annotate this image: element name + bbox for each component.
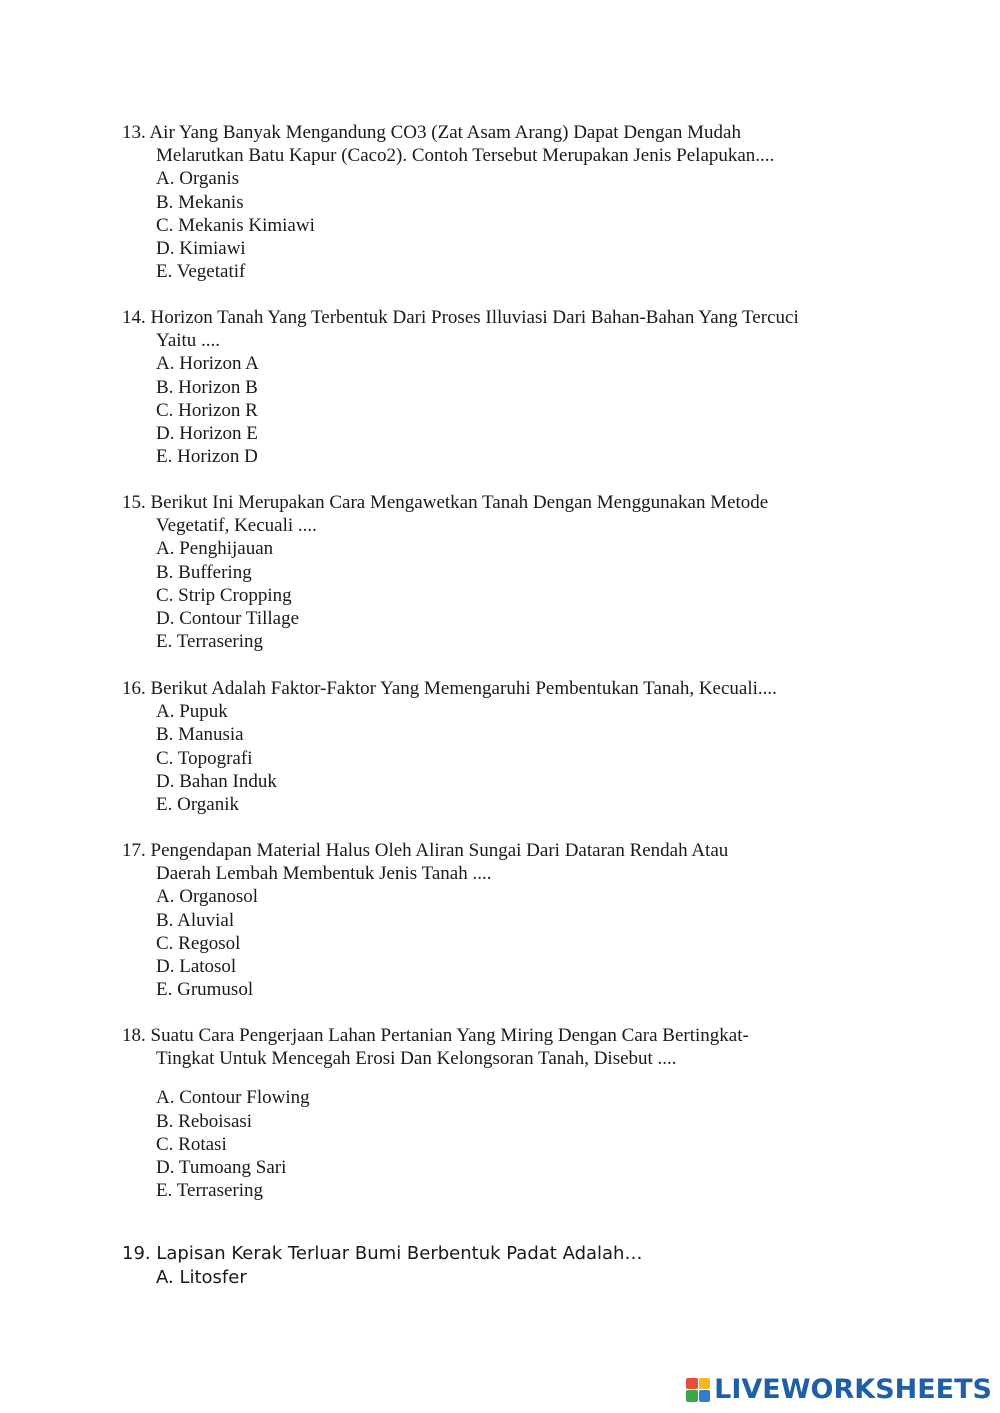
question-14-option-c: C. Horizon R [156,399,258,421]
question-13-option-d: D. Kimiawi [156,238,246,260]
question-16-option-c: C. Topografi [156,747,253,769]
question-13 [122,121,882,283]
question-16-option-d: D. Bahan Induk [156,770,277,792]
liveworksheets-logo-icon [686,1378,710,1402]
liveworksheets-logo-text: LIVEWORKSHEETS [714,1374,992,1405]
logo-square [686,1378,698,1390]
question-19-option-a: A. Litosfer [156,1267,247,1288]
question-16-option-b: B. Manusia [156,724,244,746]
question-18-option-c: C. Rotasi [156,1133,227,1155]
logo-square [699,1390,711,1402]
question-17-option-b: B. Aluvial [156,909,235,931]
question-13-option-e: E. Vegetatif [156,261,246,283]
question-16 [122,677,882,816]
question-15-option-b: B. Buffering [156,561,252,583]
question-17-option-c: C. Regosol [156,932,241,954]
question-13-stem-cont: Melarutkan Batu Kapur (Caco2). Contoh Tersebut Merupakan Jenis Pelapukan.... [156,145,775,167]
question-17-option-e: E. Grumusol [156,979,254,1001]
question-14-option-e: E. Horizon D [156,446,258,468]
question-19-stem: 19. Lapisan Kerak Terluar Bumi Berbentuk Padat Adalah… [122,1243,643,1264]
question-17-stem-cont: Daerah Lembah Membentuk Jenis Tanah .... [156,863,492,885]
question-13-option-b: B. Mekanis [156,191,244,213]
question-16-option-e: E. Organik [156,794,240,816]
question-17-option-d: D. Latosol [156,956,237,978]
question-15-option-a: A. Penghijauan [156,538,274,560]
question-16-option-a: A. Pupuk [156,701,228,723]
question-17-stem: 17. Pengendapan Material Halus Oleh Aliran Sungai Dari Dataran Rendah Atau [122,840,729,861]
question-14-option-b: B. Horizon B [156,376,258,398]
question-13-option-a: A. Organis [156,168,240,190]
question-15-stem-cont: Vegetatif, Kecuali .... [156,515,317,537]
question-15-option-d: D. Contour Tillage [156,608,300,630]
question-15-option-e: E. Terrasering [156,631,263,653]
question-19 [122,1242,882,1290]
question-13-stem: 13. Air Yang Banyak Mengandung CO3 (Zat Asam Arang) Dapat Dengan Mudah [122,122,741,143]
question-14-stem-cont: Yaitu .... [156,330,221,352]
question-17-option-a: A. Organosol [156,886,259,908]
question-15 [122,491,882,653]
question-18-stem: 18. Suatu Cara Pengerjaan Lahan Pertanian Yang Miring Dengan Cara Bertingkat- [122,1025,749,1046]
question-18-stem-cont: Tingkat Untuk Mencegah Erosi Dan Kelongsoran Tanah, Disebut .... [156,1048,677,1070]
liveworksheets-logo [686,1374,992,1405]
question-14-option-a: A. Horizon A [156,353,259,375]
question-16-stem: 16. Berikut Adalah Faktor-Faktor Yang Memengaruhi Pembentukan Tanah, Kecuali.... [122,678,777,699]
question-18-option-e: E. Terrasering [156,1180,263,1202]
spacer [122,1070,882,1086]
question-18-option-a: A. Contour Flowing [156,1087,310,1109]
question-18-option-d: D. Tumoang Sari [156,1157,287,1179]
question-18-option-b: B. Reboisasi [156,1110,253,1132]
logo-square [686,1390,698,1402]
question-14-option-d: D. Horizon E [156,423,258,445]
logo-square [699,1378,711,1390]
question-17 [122,839,882,1001]
question-13-option-c: C. Mekanis Kimiawi [156,214,315,236]
question-14-stem: 14. Horizon Tanah Yang Terbentuk Dari Proses Illuviasi Dari Bahan-Bahan Yang Tercuci [122,307,799,328]
question-15-stem: 15. Berikut Ini Merupakan Cara Mengawetkan Tanah Dengan Menggunakan Metode [122,492,769,513]
question-14 [122,306,882,468]
question-15-option-c: C. Strip Cropping [156,584,292,606]
question-18 [122,1024,882,1202]
